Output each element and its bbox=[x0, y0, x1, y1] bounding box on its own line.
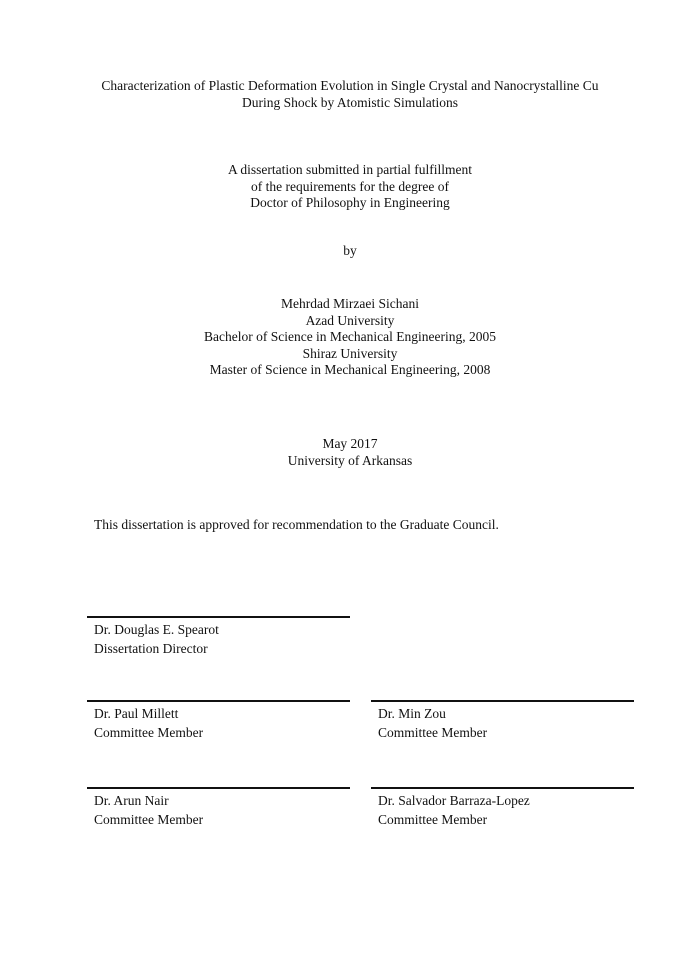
signer-role: Committee Member bbox=[378, 724, 488, 740]
author-name: Mehrdad Mirzaei Sichani bbox=[281, 296, 419, 311]
signer-name: Dr. Arun Nair bbox=[94, 793, 169, 808]
title-line-1: Characterization of Plastic Deformation Evolution in Single Crystal and Nanocrystalline Cu bbox=[101, 78, 599, 93]
signer-role: Dissertation Director bbox=[94, 640, 208, 656]
author-school-1: Azad University bbox=[305, 312, 395, 328]
signature-line bbox=[87, 616, 350, 618]
signature-block-director bbox=[87, 616, 350, 657]
signature-line bbox=[87, 700, 350, 702]
signature-block-member-2 bbox=[371, 700, 634, 741]
signer-name: Dr. Min Zou bbox=[378, 706, 446, 721]
signature-line bbox=[371, 700, 634, 702]
signer-name: Dr. Paul Millett bbox=[94, 706, 179, 721]
signer-role: Committee Member bbox=[94, 724, 204, 740]
submission-line-2: of the requirements for the degree of bbox=[251, 178, 449, 194]
author-school-2: Shiraz University bbox=[302, 345, 398, 361]
signature-line bbox=[371, 787, 634, 789]
submission-date: May 2017 bbox=[322, 436, 378, 451]
signature-block-member-3 bbox=[87, 787, 350, 828]
signature-block-member-1 bbox=[87, 700, 350, 741]
submission-line-3: Doctor of Philosophy in Engineering bbox=[250, 195, 450, 210]
author-degree-1: Bachelor of Science in Mechanical Engineering, 2005 bbox=[203, 329, 497, 344]
author-block bbox=[0, 296, 700, 379]
submission-statement bbox=[0, 162, 700, 212]
signer-role: Committee Member bbox=[378, 811, 488, 827]
date-block bbox=[0, 436, 700, 469]
submission-line-1: A dissertation submitted in partial fulfillment bbox=[227, 162, 473, 177]
approval-statement: This dissertation is approved for recommendation to the Graduate Council. bbox=[94, 517, 499, 532]
signature-line bbox=[87, 787, 350, 789]
signer-name: Dr. Douglas E. Spearot bbox=[94, 622, 219, 637]
author-degree-2: Master of Science in Mechanical Engineering, 2008 bbox=[209, 362, 491, 377]
signer-name: Dr. Salvador Barraza-Lopez bbox=[378, 793, 530, 808]
institution: University of Arkansas bbox=[287, 452, 413, 468]
dissertation-title bbox=[0, 78, 700, 111]
title-line-2: During Shock by Atomistic Simulations bbox=[241, 94, 458, 110]
signer-role: Committee Member bbox=[94, 811, 204, 827]
by-label: by bbox=[343, 243, 357, 258]
signature-block-member-4 bbox=[371, 787, 634, 828]
